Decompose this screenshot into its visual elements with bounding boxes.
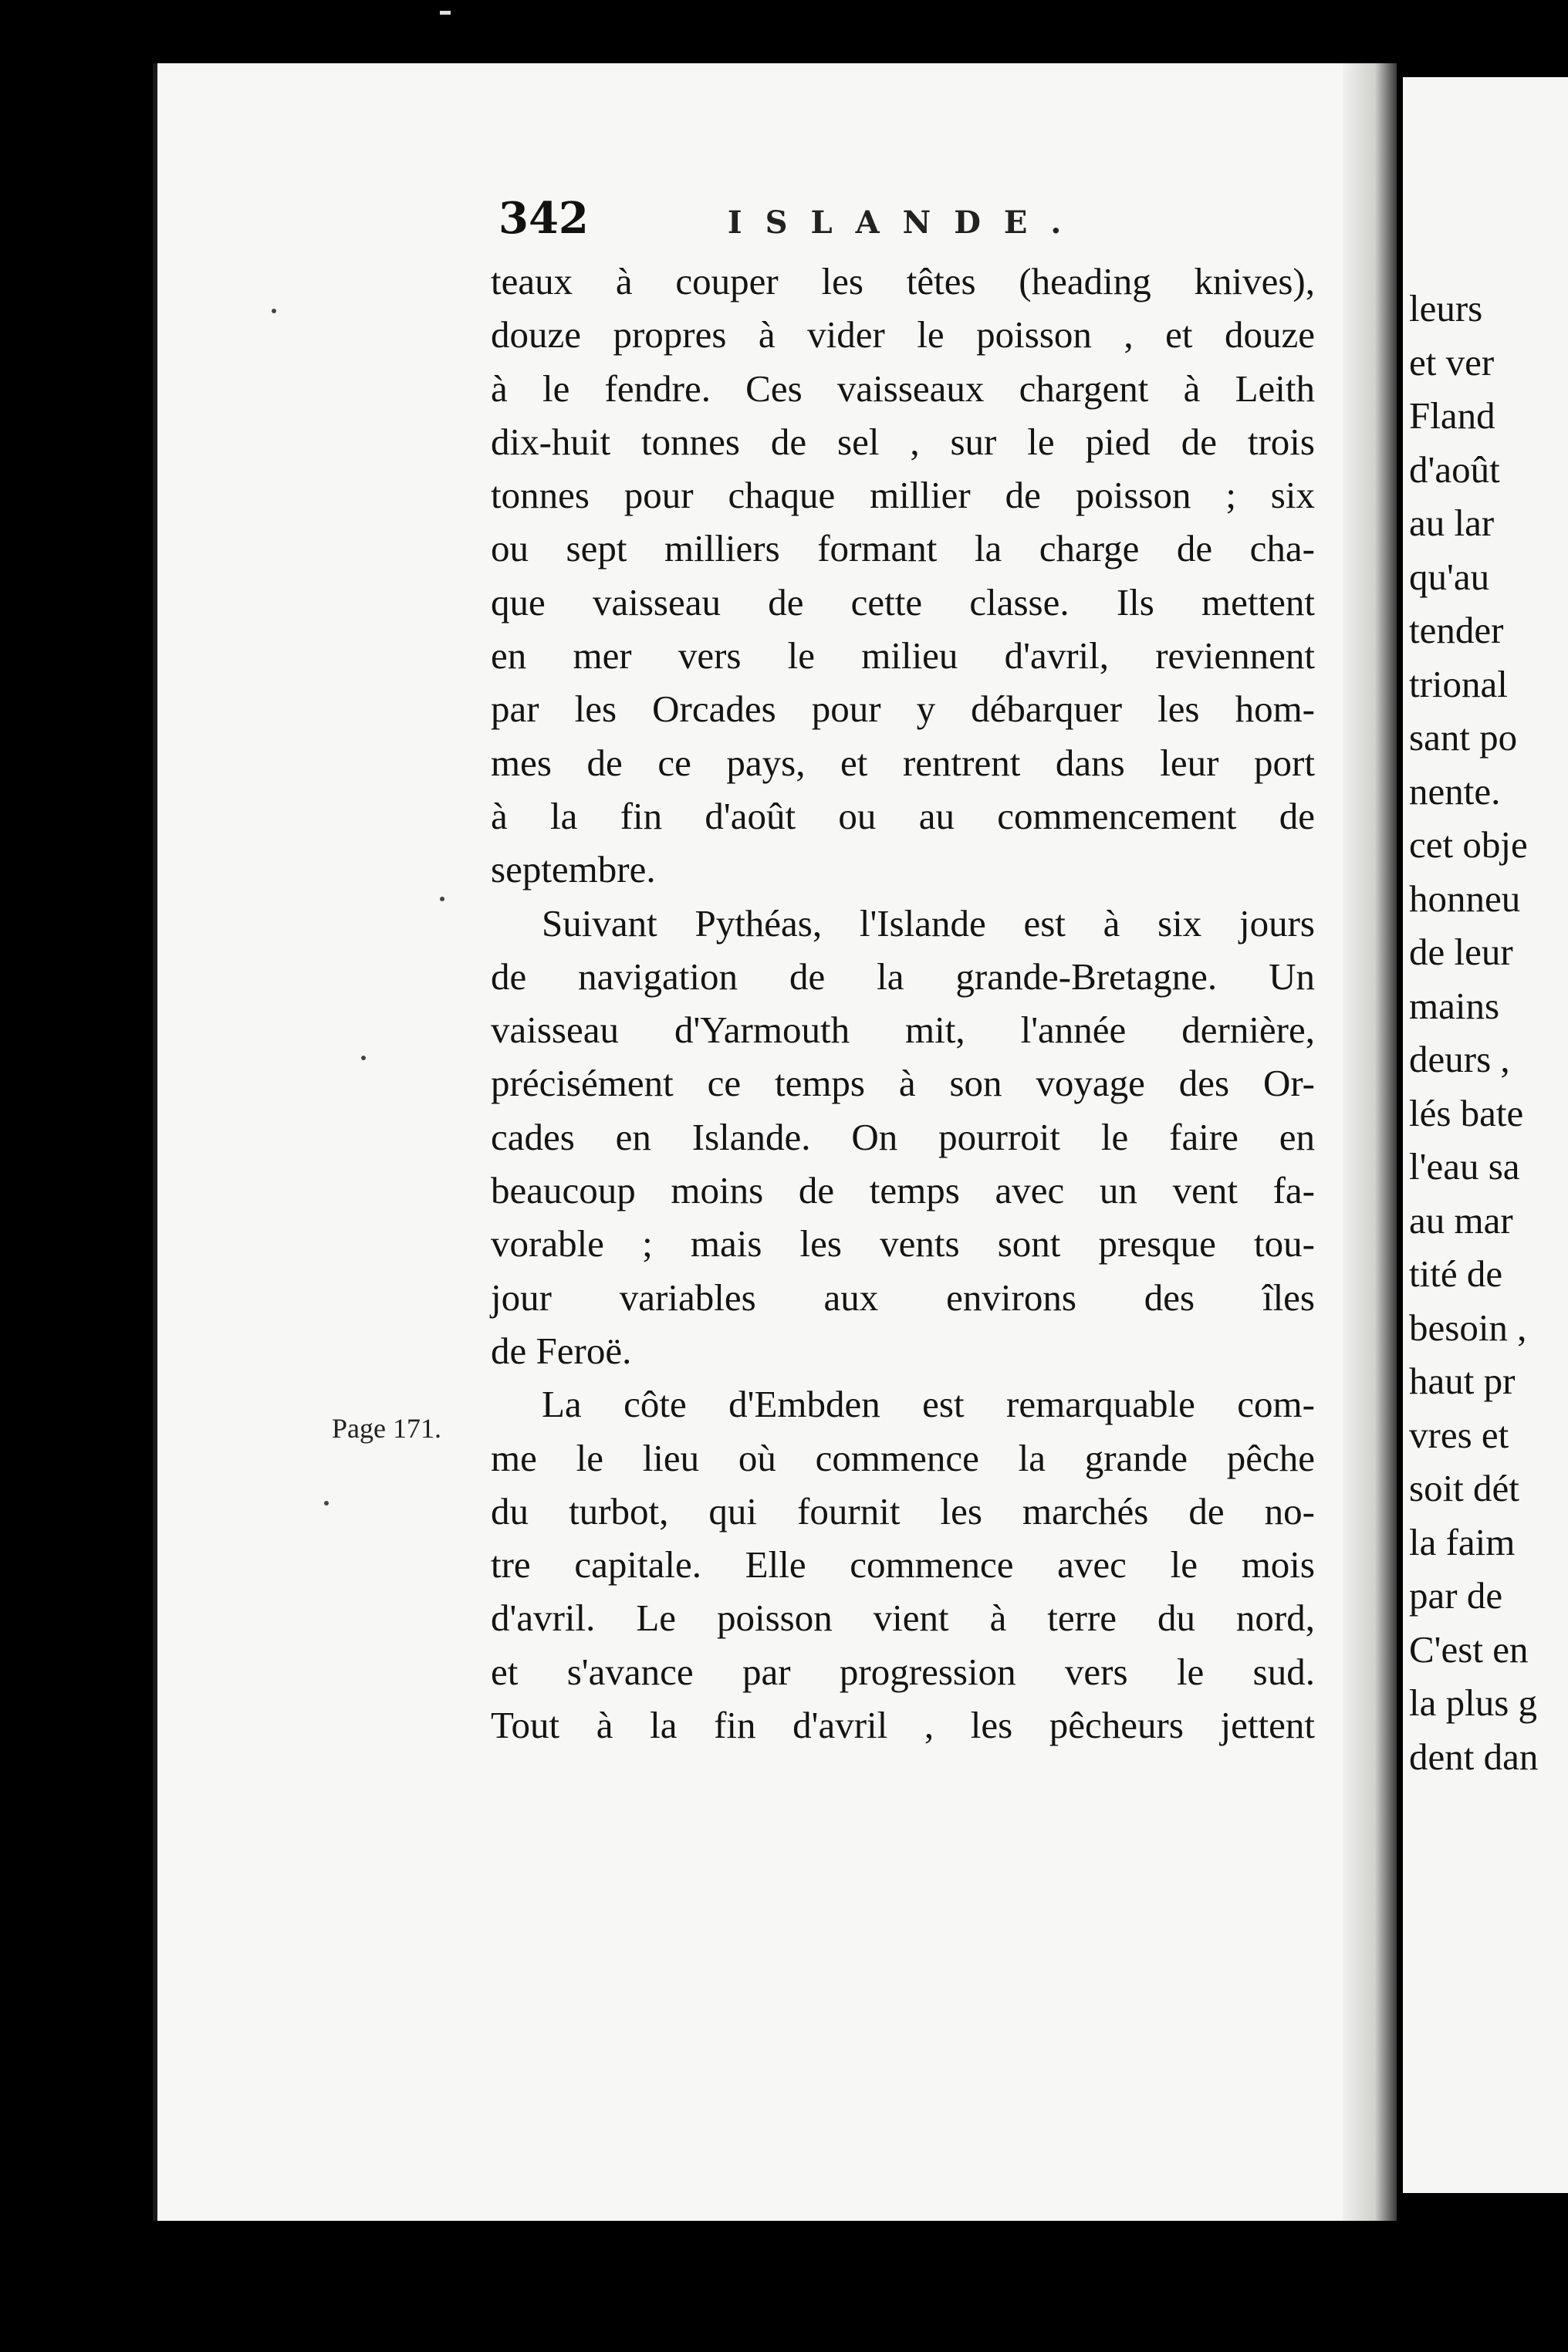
speck: [324, 1501, 329, 1505]
text-line: précisément ce temps à son voyage des Or-: [491, 1062, 1315, 1105]
text-line: ou sept milliers formant la charge de cha-: [491, 527, 1315, 570]
text-line: en mer vers le milieu d'avril, reviennent: [491, 634, 1315, 678]
facing-line: lés bate: [1409, 1091, 1524, 1134]
body-text: [491, 255, 1315, 1752]
speck: [361, 1056, 366, 1060]
text-line: teaux à couper les têtes (heading knives),: [491, 260, 1315, 302]
speck: [440, 897, 444, 901]
text-line: vaisseau d'Yarmouth mit, l'année dernière,: [491, 1009, 1315, 1052]
text-line: de navigation de la grande-Bretagne. Un: [491, 955, 1315, 998]
facing-line: au lar: [1409, 502, 1495, 544]
text-line: cades en Islande. On pourroit le faire en: [491, 1115, 1315, 1158]
facing-line: C'est en: [1409, 1627, 1529, 1671]
text-line: tre capitale. Elle commence avec le mois: [491, 1543, 1315, 1587]
facing-line: et ver: [1409, 340, 1495, 384]
text-line: douze propres à vider le poisson , et douze: [491, 313, 1315, 357]
facing-line: l'eau sa: [1409, 1145, 1520, 1188]
text-line: vorable ; mais les vents sont presque tou-: [491, 1222, 1315, 1266]
text-line: beaucoup moins de temps avec un vent fa-: [491, 1169, 1315, 1212]
facing-line: tender: [1409, 609, 1504, 651]
text-line: du turbot, qui fournit les marchés de no-: [491, 1489, 1315, 1533]
text-line: par les Orcades pour y débarquer les hom-: [491, 688, 1315, 731]
text-line: dix-huit tonnes de sel , sur le pied de trois: [491, 420, 1315, 463]
text-line: de Feroë.: [491, 1329, 632, 1372]
scan-mark: [440, 11, 451, 15]
facing-line: nente.: [1409, 769, 1501, 813]
text-line: septembre.: [491, 848, 656, 891]
facing-line: mains: [1409, 984, 1500, 1027]
text-line: Suivant Pythéas, l'Islande est à six jours: [542, 901, 1315, 945]
book-gutter: [1343, 63, 1397, 2221]
facing-line: au mar: [1409, 1198, 1513, 1242]
facing-line: cet obje: [1409, 823, 1528, 866]
facing-line: la plus g: [1409, 1681, 1538, 1724]
facing-line: qu'au: [1409, 555, 1490, 598]
text-line: me le lieu où commence la grande pêche: [491, 1436, 1315, 1479]
speck: [272, 309, 276, 313]
facing-line: besoin ,: [1409, 1306, 1527, 1349]
facing-line: leurs: [1409, 287, 1483, 329]
facing-line: vres et: [1409, 1413, 1509, 1456]
facing-line: tité de: [1409, 1252, 1503, 1295]
text-line: d'avril. Le poisson vient à terre du nord,: [491, 1597, 1315, 1640]
facing-line: Fland: [1409, 394, 1495, 437]
facing-line: deurs ,: [1409, 1038, 1510, 1080]
facing-line: sant po: [1409, 716, 1518, 759]
facing-line: d'août: [1409, 448, 1500, 491]
facing-line: soit dét: [1409, 1467, 1519, 1509]
margin-note: Page 171.: [332, 1413, 441, 1444]
text-line: à la fin d'août ou au commencement de: [491, 794, 1315, 837]
facing-line: dent dan: [1409, 1735, 1539, 1778]
text-line: que vaisseau de cette classe. Ils mettent: [491, 580, 1315, 623]
text-line: tonnes pour chaque millier de poisson ; six: [491, 474, 1315, 517]
facing-line: de leur: [1409, 931, 1513, 973]
facing-line: trional: [1409, 662, 1508, 705]
facing-line: honneu: [1409, 877, 1521, 920]
text-line: La côte d'Embden est remarquable com-: [542, 1383, 1315, 1426]
text-line: mes de ce pays, et rentrent dans leur port: [491, 741, 1315, 784]
facing-line: haut pr: [1409, 1360, 1516, 1402]
text-line: jour variables aux environs des îles: [491, 1276, 1315, 1319]
page-number: 342: [498, 193, 589, 244]
page-header: [498, 193, 1084, 244]
text-line: à le fendre. Ces vaisseaux chargent à Leith: [491, 367, 1315, 410]
facing-line: la faim: [1409, 1520, 1516, 1563]
running-title: ISLANDE.: [727, 204, 1085, 241]
text-line: et s'avance par progression vers le sud.: [491, 1650, 1315, 1693]
facing-line: par de: [1409, 1574, 1503, 1617]
facing-page-text: [1409, 282, 1538, 1783]
text-line: Tout à la fin d'avril , les pêcheurs jettent: [491, 1704, 1315, 1747]
